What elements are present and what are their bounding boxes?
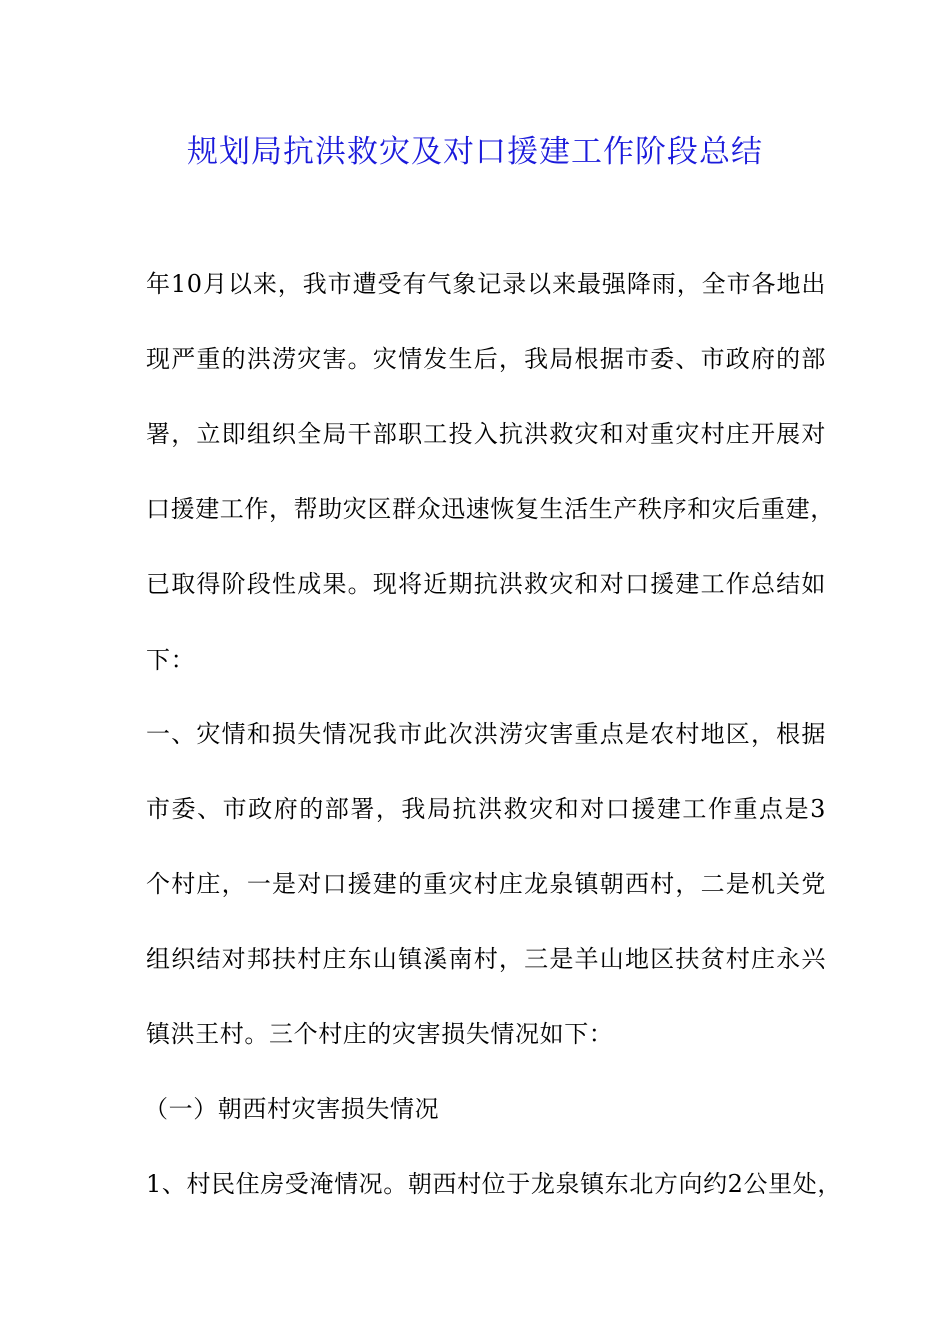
paragraph-line: 年10月以来，我市遭受有气象记录以来最强降雨，全市各地出 bbox=[146, 270, 826, 298]
paragraph-line: 镇洪王村。三个村庄的灾害损失情况如下： bbox=[146, 1020, 614, 1048]
paragraph-line: 下： bbox=[146, 646, 196, 674]
section-heading-line: 一、灾情和损失情况我市此次洪涝灾害重点是农村地区，根据 bbox=[146, 720, 826, 748]
paragraph-line: 口援建工作，帮助灾区群众迅速恢复生活生产秩序和灾后重建， bbox=[146, 495, 835, 523]
document-title: 规划局抗洪救灾及对口援建工作阶段总结 bbox=[187, 134, 763, 170]
paragraph-line: 已取得阶段性成果。现将近期抗洪救灾和对口援建工作总结如 bbox=[146, 570, 826, 598]
paragraph-line: 市委、市政府的部署，我局抗洪救灾和对口援建工作重点是3 bbox=[146, 795, 826, 823]
paragraph-line: 1、村民住房受淹情况。朝西村位于龙泉镇东北方向约2公里处， bbox=[146, 1170, 842, 1198]
paragraph-line: 现严重的洪涝灾害。灾情发生后，我局根据市委、市政府的部 bbox=[146, 345, 826, 373]
paragraph-line: 组织结对邦扶村庄东山镇溪南村，三是羊山地区扶贫村庄永兴 bbox=[146, 945, 826, 973]
paragraph-line: 署，立即组织全局干部职工投入抗洪救灾和对重灾村庄开展对 bbox=[146, 420, 826, 448]
subsection-heading: （一）朝西村灾害损失情况 bbox=[144, 1095, 440, 1123]
paragraph-line: 个村庄，一是对口援建的重灾村庄龙泉镇朝西村，二是机关党 bbox=[146, 870, 826, 898]
